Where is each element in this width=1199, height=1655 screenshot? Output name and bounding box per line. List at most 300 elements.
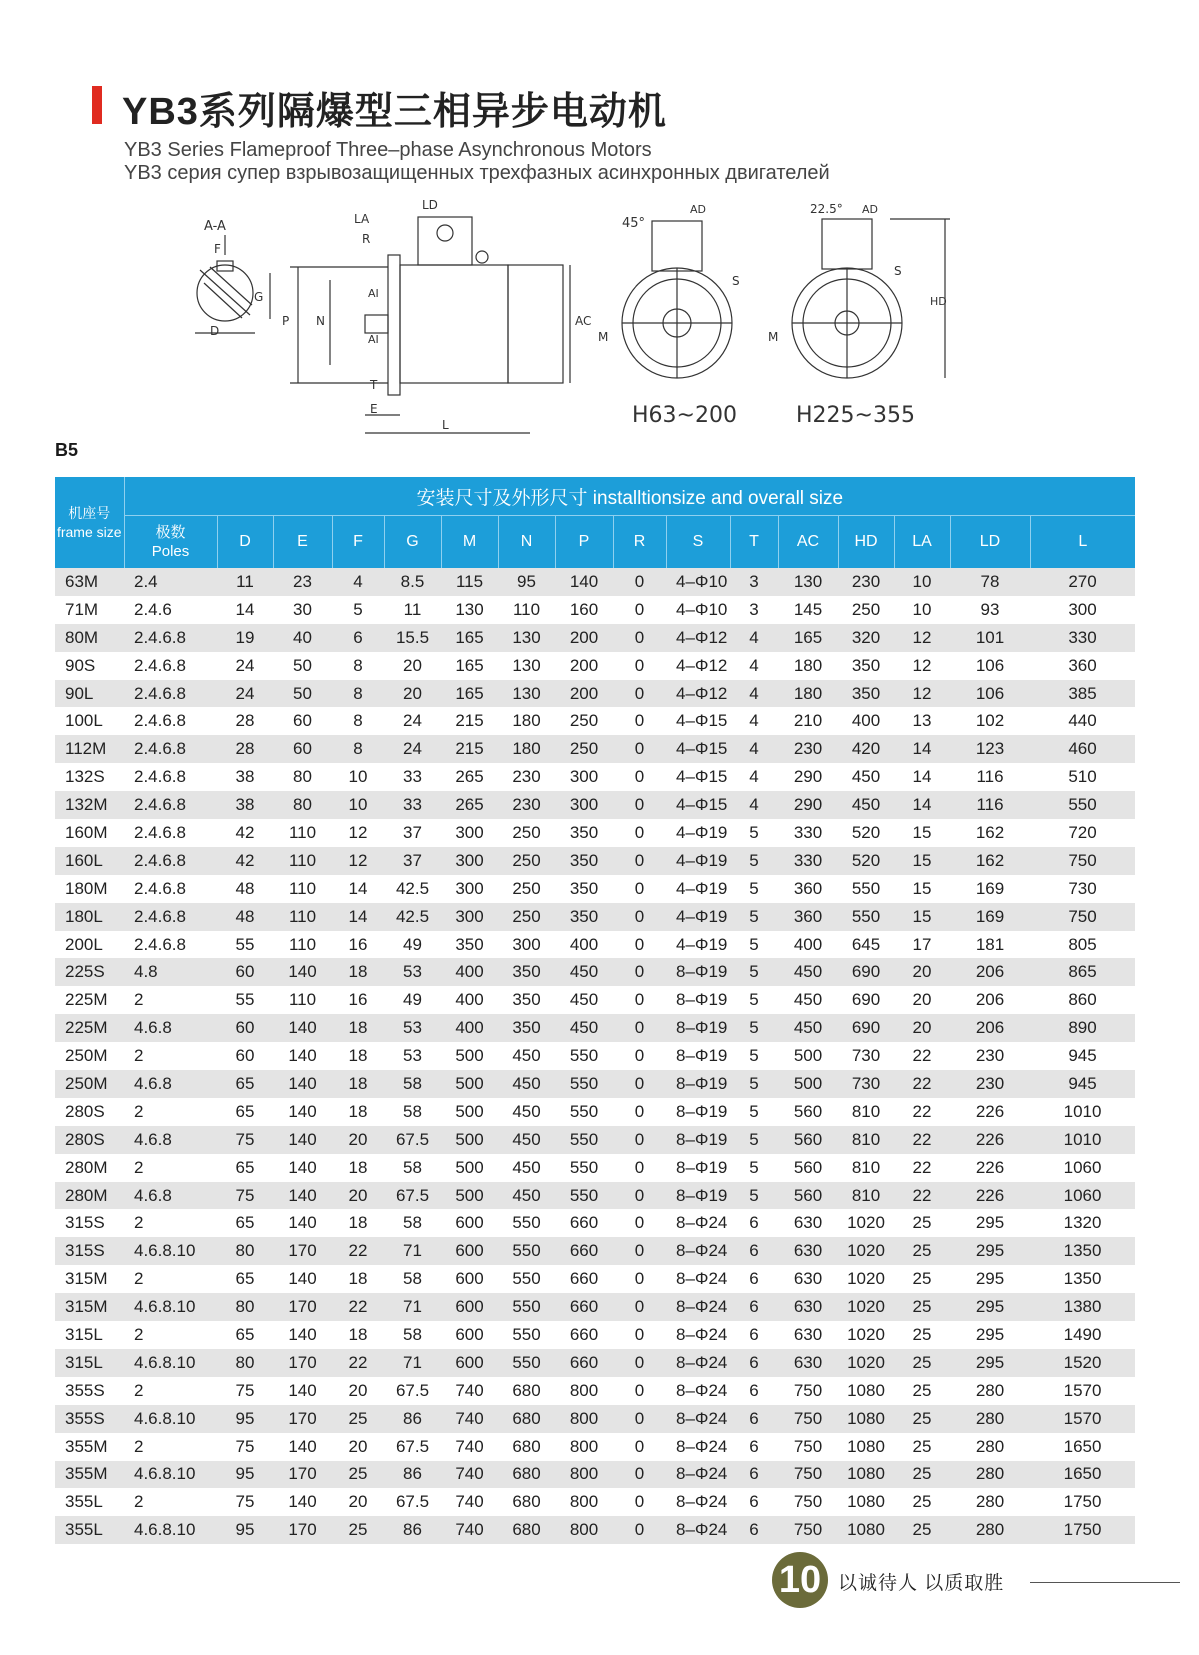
table-cell: 20 [912, 990, 932, 1010]
table-cell: 170 [273, 1461, 332, 1489]
table-cell: 65 [235, 1157, 255, 1177]
table-cell: 4–Φ19 [676, 878, 728, 898]
dim-label-m-large: M [768, 330, 779, 344]
table-cell: 38 [217, 791, 273, 819]
table-cell: 8–Φ24 [676, 1492, 728, 1512]
table-cell: 116 [976, 767, 1004, 787]
table-cell: 0 [634, 599, 645, 619]
table-cell: 270 [1030, 568, 1135, 596]
table-cell: 0 [613, 624, 666, 652]
table-cell: 1490 [1063, 1324, 1102, 1344]
table-cell: 660 [555, 1293, 613, 1321]
table-cell: 95 [498, 568, 555, 596]
table-cell: 169 [950, 903, 1030, 931]
table-cell: 550 [555, 1070, 613, 1098]
table-cell: 0 [613, 680, 666, 708]
table-cell: 8 [332, 680, 384, 708]
table-cell: 24 [235, 655, 255, 675]
table-cell: 550 [512, 1269, 541, 1289]
table-cell: 265 [455, 767, 484, 787]
table-cell: 11 [217, 568, 273, 596]
table-row [55, 596, 1135, 624]
table-cell: 24 [403, 711, 422, 731]
table-cell: 2 [134, 990, 144, 1010]
table-cell: 230 [778, 735, 838, 763]
table-cell: 8.5 [384, 568, 441, 596]
table-cell: 2.4.6.8 [134, 711, 186, 731]
table-cell: 350 [555, 903, 613, 931]
column-header: S [666, 516, 730, 569]
table-cell: 140 [288, 1269, 317, 1289]
table-cell: 730 [838, 1070, 894, 1098]
table-cell: 550 [555, 1182, 613, 1210]
table-cell: 4 [730, 791, 778, 819]
column-header: M [441, 516, 498, 569]
table-cell: 226 [950, 1182, 1030, 1210]
table-cell: 160M [65, 822, 108, 842]
table-cell: 80 [293, 767, 312, 787]
table-cell: 2 [134, 1436, 144, 1456]
table-cell: 14 [235, 599, 255, 619]
table-cell: 2 [134, 1101, 144, 1121]
table-cell: 13 [912, 711, 932, 731]
table-cell: 67.5 [395, 1380, 430, 1400]
table-cell: 226 [950, 1126, 1030, 1154]
table-cell: 18 [348, 1324, 368, 1344]
table-row [55, 1349, 1135, 1377]
table-cell: 450 [778, 958, 838, 986]
table-cell: 180 [778, 680, 838, 708]
table-cell: 550 [512, 1213, 541, 1233]
table-cell: 25 [912, 1213, 932, 1233]
group-header: 安装尺寸及外形尺寸 installtionsize and overall size [124, 477, 1135, 516]
table-row [55, 735, 1135, 763]
table-cell: 0 [634, 1213, 645, 1233]
table-cell: 12 [348, 822, 368, 842]
table-cell: 15.5 [384, 624, 441, 652]
table-cell: 280S [65, 1101, 105, 1121]
table-cell: 71M [65, 599, 99, 619]
table-cell: 80 [217, 1293, 273, 1321]
table-cell: 8–Φ24 [666, 1516, 730, 1544]
table-cell: 206 [975, 990, 1005, 1010]
table-cell: 550 [838, 903, 894, 931]
table-cell: 140 [288, 1046, 317, 1066]
table-cell: 38 [235, 767, 255, 787]
table-cell: 0 [613, 847, 666, 875]
dim-label-ad-small: AD [690, 203, 706, 216]
table-cell: 200 [569, 655, 599, 675]
table-cell: 20 [894, 1014, 950, 1042]
dim-label-d: D [210, 324, 220, 338]
table-cell: 420 [838, 735, 894, 763]
table-cell: 6 [749, 1213, 759, 1233]
table-cell: 25 [894, 1237, 950, 1265]
table-cell: 450 [838, 791, 894, 819]
table-cell: 18 [332, 1014, 384, 1042]
table-cell: 295 [950, 1237, 1030, 1265]
table-cell: 24 [217, 680, 273, 708]
table-row [55, 819, 1135, 847]
column-header: T [730, 516, 778, 569]
table-cell: 600 [455, 1269, 484, 1289]
dim-label-m-small: M [598, 330, 609, 344]
table-cell: 2.4.6.8 [124, 903, 217, 931]
frame-size-header-en: frame size [56, 523, 122, 540]
table-cell: 25 [894, 1461, 950, 1489]
dim-label-la: LA [354, 212, 370, 226]
table-cell: 2 [134, 1492, 144, 1512]
dim-label-e: E [370, 402, 378, 416]
table-cell: 945 [1030, 1070, 1135, 1098]
table-cell: 750 [793, 1492, 823, 1512]
table-cell: 8 [353, 711, 363, 731]
table-cell: 140 [288, 1492, 317, 1512]
table-cell: 690 [838, 958, 894, 986]
table-cell: 75 [235, 1492, 255, 1512]
table-cell: 645 [851, 934, 881, 954]
table-cell: 4–Φ10 [666, 568, 730, 596]
table-cell: 25 [894, 1516, 950, 1544]
table-cell: 600 [455, 1213, 484, 1233]
table-cell: 8–Φ24 [666, 1349, 730, 1377]
table-cell: 550 [555, 1126, 613, 1154]
table-cell: 145 [793, 599, 823, 619]
mount-type-label: B5 [55, 440, 79, 460]
table-cell: 95 [217, 1405, 273, 1433]
table-cell: 630 [793, 1269, 823, 1289]
table-cell: 110 [512, 599, 541, 619]
table-cell: 18 [348, 1269, 368, 1289]
table-cell: 315L [65, 1324, 103, 1344]
table-cell: 12 [894, 680, 950, 708]
column-header: LD [950, 516, 1030, 569]
table-cell: 865 [1030, 958, 1135, 986]
table-cell: 90S [65, 655, 96, 675]
table-cell: 37 [384, 847, 441, 875]
table-cell: 20 [332, 1126, 384, 1154]
table-cell: 860 [1068, 990, 1097, 1010]
table-cell: 450 [498, 1126, 555, 1154]
table-cell: 112M [55, 735, 124, 763]
table-cell: 4.6.8.10 [124, 1461, 217, 1489]
dim-label-l: L [442, 418, 449, 432]
table-cell: 58 [403, 1101, 422, 1121]
table-cell: 33 [384, 791, 441, 819]
table-cell: 14 [332, 903, 384, 931]
table-cell: 5 [730, 903, 778, 931]
table-cell: 6 [749, 1269, 759, 1289]
table-cell: 600 [441, 1349, 498, 1377]
table-row [55, 624, 1135, 652]
frame-size-header [55, 477, 124, 568]
table-cell: 315S [55, 1237, 124, 1265]
table-cell: 162 [975, 822, 1005, 842]
table-cell: 53 [403, 1046, 422, 1066]
table-cell: 80 [273, 791, 332, 819]
dim-label-s-small: S [732, 274, 740, 288]
table-cell: 8–Φ19 [666, 1014, 730, 1042]
table-cell: 6 [749, 1492, 759, 1512]
table-cell: 0 [613, 1126, 666, 1154]
table-cell: 1750 [1063, 1492, 1102, 1512]
table-cell: 8 [353, 655, 363, 675]
table-cell: 280 [975, 1492, 1005, 1512]
table-cell: 180 [512, 711, 541, 731]
table-cell: 600 [441, 1237, 498, 1265]
table-cell: 140 [273, 1126, 332, 1154]
table-cell: 226 [975, 1157, 1005, 1177]
footer-divider [1030, 1582, 1180, 1583]
column-header: N [498, 516, 555, 569]
table-cell: 5 [730, 1182, 778, 1210]
table-cell: 48 [235, 878, 255, 898]
table-cell: 2 [134, 1157, 144, 1177]
table-cell: 12 [894, 624, 950, 652]
table-cell: 20 [384, 680, 441, 708]
table-row [55, 1293, 1135, 1321]
table-cell: 18 [332, 1070, 384, 1098]
table-cell: 280S [55, 1126, 124, 1154]
table-cell: 6 [749, 1436, 759, 1456]
table-cell: 60 [235, 1046, 255, 1066]
table-cell: 0 [634, 1157, 645, 1177]
table-cell: 170 [273, 1405, 332, 1433]
table-cell: 25 [332, 1516, 384, 1544]
table-cell: 25 [332, 1461, 384, 1489]
table-cell: 6 [730, 1461, 778, 1489]
table-cell: 300 [455, 822, 484, 842]
table-cell: 450 [569, 990, 599, 1010]
table-cell: 560 [793, 1101, 823, 1121]
table-cell: 4 [332, 568, 384, 596]
table-cell: 2.4.6.8 [134, 767, 186, 787]
table-cell: 8–Φ19 [676, 1046, 728, 1066]
table-cell: 600 [455, 1324, 484, 1344]
table-row [55, 847, 1135, 875]
dim-label-ld: LD [422, 198, 438, 212]
table-cell: 4 [749, 711, 759, 731]
table-cell: 1380 [1030, 1293, 1135, 1321]
table-cell: 225M [65, 990, 108, 1010]
table-cell: 4–Φ15 [666, 735, 730, 763]
table-cell: 65 [235, 1269, 255, 1289]
table-cell: 15 [912, 822, 932, 842]
frame-range-large: H225~355 [796, 403, 915, 428]
table-cell: 500 [441, 1070, 498, 1098]
table-cell: 2.4.6.8 [134, 878, 186, 898]
table-cell: 8–Φ24 [676, 1436, 728, 1456]
table-cell: 10 [348, 767, 368, 787]
table-cell: 510 [1068, 767, 1097, 787]
table-cell: 500 [441, 1126, 498, 1154]
table-cell: 800 [569, 1492, 599, 1512]
table-cell: 60 [293, 711, 312, 731]
table-cell: 400 [441, 958, 498, 986]
table-row [55, 958, 1135, 986]
section-label: A-A [204, 219, 226, 234]
table-cell: 22 [894, 1070, 950, 1098]
table-cell: 805 [1068, 934, 1097, 954]
poles-header [124, 516, 217, 569]
table-cell: 22 [332, 1237, 384, 1265]
table-cell: 0 [613, 1014, 666, 1042]
table-cell: 8–Φ24 [676, 1213, 728, 1233]
table-cell: 350 [569, 878, 599, 898]
table-cell: 86 [384, 1405, 441, 1433]
table-cell: 1010 [1030, 1126, 1135, 1154]
table-cell: 93 [980, 599, 1000, 619]
table-cell: 0 [634, 1101, 645, 1121]
table-cell: 680 [512, 1436, 541, 1456]
table-cell: 350 [512, 990, 541, 1010]
table-row [55, 791, 1135, 819]
table-cell: 0 [613, 1070, 666, 1098]
table-cell: 315L [55, 1349, 124, 1377]
table-cell: 250 [569, 711, 599, 731]
table-cell: 200 [555, 680, 613, 708]
table-cell: 265 [441, 791, 498, 819]
table-cell: 165 [455, 655, 484, 675]
table-cell: 1020 [838, 1293, 894, 1321]
page-number: 10 [772, 1552, 828, 1608]
table-cell: 450 [851, 767, 881, 787]
dim-label-ai-lower: AI [368, 333, 379, 346]
table-body [55, 568, 1135, 1544]
table-cell: 58 [384, 1070, 441, 1098]
table-cell: 110 [288, 990, 317, 1010]
front-view-large [792, 219, 950, 378]
table-cell: 20 [348, 1436, 368, 1456]
table-cell: 4–Φ19 [666, 903, 730, 931]
table-cell: 4–Φ15 [676, 711, 728, 731]
table-cell: 2.4 [124, 568, 217, 596]
table-cell: 42.5 [395, 878, 430, 898]
table-cell: 560 [778, 1182, 838, 1210]
column-header: E [273, 516, 332, 569]
table-cell: 0 [613, 735, 666, 763]
table-cell: 80 [217, 1349, 273, 1377]
table-cell: 115 [441, 568, 498, 596]
table-cell: 4.6.8 [124, 1182, 217, 1210]
table-cell: 170 [273, 1349, 332, 1377]
table-cell: 58 [403, 1324, 422, 1344]
table-cell: 60 [217, 1014, 273, 1042]
table-cell: 206 [950, 1014, 1030, 1042]
table-cell: 5 [749, 934, 759, 954]
table-cell: 75 [235, 1436, 255, 1456]
table-cell: 750 [778, 1405, 838, 1433]
table-cell: 450 [555, 1014, 613, 1042]
table-cell: 55 [235, 934, 255, 954]
table-cell: 10 [912, 599, 932, 619]
table-cell: 80M [55, 624, 124, 652]
table-cell: 5 [749, 990, 759, 1010]
table-cell: 1020 [838, 1349, 894, 1377]
table-row [55, 1377, 1135, 1405]
table-cell: 295 [975, 1269, 1005, 1289]
table-row [55, 903, 1135, 931]
table-cell: 0 [634, 878, 645, 898]
table-row [55, 1321, 1135, 1349]
dim-label-p: P [282, 314, 290, 328]
table-cell: 1650 [1030, 1461, 1135, 1489]
dim-label-r: R [362, 232, 371, 246]
table-cell: 550 [498, 1349, 555, 1377]
table-cell: 123 [950, 735, 1030, 763]
table-cell: 4–Φ12 [666, 680, 730, 708]
table-cell: 230 [512, 767, 541, 787]
table-cell: 0 [613, 1461, 666, 1489]
table-cell: 162 [950, 847, 1030, 875]
table-cell: 750 [1030, 903, 1135, 931]
table-cell: 4–Φ15 [666, 791, 730, 819]
angle-label-large: 22.5° [810, 202, 843, 216]
column-header: F [332, 516, 384, 569]
table-row [55, 1070, 1135, 1098]
table-cell: 4.6.8.10 [124, 1293, 217, 1321]
table-cell: 560 [793, 1157, 823, 1177]
table-cell: 295 [975, 1213, 1005, 1233]
table-cell: 680 [498, 1405, 555, 1433]
table-cell: 5 [353, 599, 363, 619]
table-cell: 16 [348, 934, 368, 954]
table-row [55, 1126, 1135, 1154]
table-cell: 330 [778, 847, 838, 875]
table-cell: 25 [894, 1405, 950, 1433]
table-cell: 550 [498, 1237, 555, 1265]
table-cell: 160 [569, 599, 599, 619]
table-cell: 2.4.6.8 [124, 735, 217, 763]
table-cell: 100L [65, 711, 103, 731]
table-row [55, 931, 1135, 959]
table-cell: 4–Φ19 [676, 934, 728, 954]
table-cell: 450 [778, 1014, 838, 1042]
table-cell: 5 [749, 822, 759, 842]
table-cell: 350 [498, 958, 555, 986]
table-cell: 740 [441, 1405, 498, 1433]
table-cell: 730 [851, 1046, 881, 1066]
table-cell: 4–Φ19 [676, 822, 728, 842]
table-cell: 180 [498, 735, 555, 763]
table-cell: 250 [851, 599, 881, 619]
table-cell: 60 [273, 735, 332, 763]
table-cell: 810 [851, 1101, 881, 1121]
table-cell: 315M [55, 1293, 124, 1321]
table-cell: 2.4.6.8 [134, 655, 186, 675]
table-cell: 180L [55, 903, 124, 931]
table-cell: 295 [950, 1349, 1030, 1377]
table-cell: 740 [455, 1492, 484, 1512]
table-cell: 40 [273, 624, 332, 652]
table-cell: 48 [217, 903, 273, 931]
table-cell: 18 [348, 1157, 368, 1177]
table-cell: 169 [975, 878, 1005, 898]
table-cell: 140 [273, 958, 332, 986]
dim-label-ai-upper: AI [368, 287, 379, 300]
table-cell: 22 [332, 1349, 384, 1377]
table-cell: 8–Φ19 [676, 1101, 728, 1121]
table-cell: 65 [235, 1213, 255, 1233]
table-cell: 300 [455, 878, 484, 898]
table-cell: 23 [273, 568, 332, 596]
table-cell: 630 [778, 1293, 838, 1321]
table-row [55, 763, 1135, 791]
table-cell: 20 [403, 655, 422, 675]
table-cell: 140 [288, 1324, 317, 1344]
table-cell: 400 [851, 711, 881, 731]
table-cell: 630 [793, 1324, 823, 1344]
